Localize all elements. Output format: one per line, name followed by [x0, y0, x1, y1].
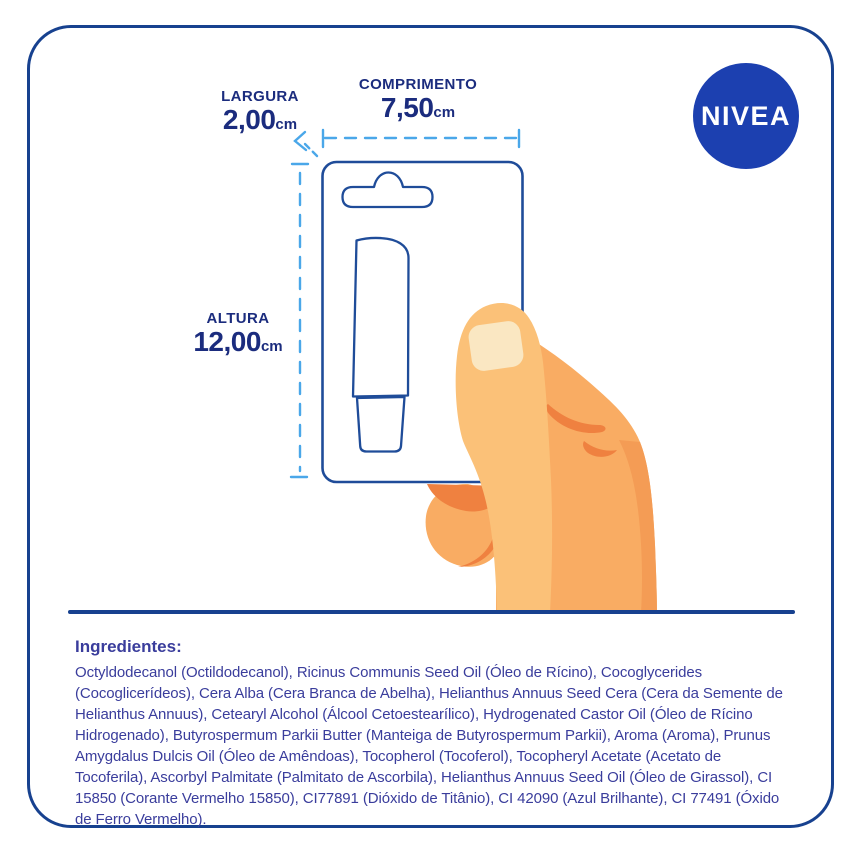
nivea-logo-text: NIVEA — [700, 100, 792, 131]
comprimento-label: COMPRIMENTO — [358, 76, 478, 93]
altura-dimension-line — [291, 164, 308, 477]
comprimento-value: 7,50cm — [380, 92, 456, 123]
lip-balm-tube-cap — [357, 397, 405, 452]
largura-unit: cm — [275, 116, 298, 133]
comprimento-unit: cm — [433, 104, 456, 121]
thumb-nail — [467, 320, 525, 373]
altura-value: 12,00cm — [193, 326, 283, 357]
largura-value: 2,00cm — [222, 104, 298, 135]
comprimento-dimension-line — [323, 130, 519, 147]
divider-line — [68, 610, 795, 614]
altura-unit: cm — [260, 338, 283, 355]
altura-label: ALTURA — [206, 310, 270, 327]
ingredients-heading: Ingredientes: — [75, 637, 182, 656]
largura-dimension-line — [295, 132, 318, 157]
lip-balm-tube — [353, 238, 409, 397]
ingredients-section — [75, 637, 797, 830]
largura-label: LARGURA — [221, 88, 299, 105]
ingredients-text: Octyldodecanol (Octildodecanol), Ricinus Communis Seed Oil (Óleo de Rícino), Cocoglycerides (Cocoglicerídeos), Cera Alba (Cera Branca de Abelha), Helianthus Annuus Seed Cera (Cera da Semente de Helianthus Annuus), Cetearyl Alcohol (Álcool Cetoestearílico), Hydrogenated Castor Oil (Óleo de Rícino Hidrogenado), Butyrospermum Parkii Butter (Manteiga de Butyrospermum Parkii), Aroma (Aroma), Prunus Amygdalus Dulcis Oil (Óleo de Amêndoas), Tocopherol (Tocoferol), Tocopheryl Acetate (Acetato de Tocoferila), Ascorbyl Palmitate (Palmitato de Ascorbila), Helianthus Annuus Seed Oil (Óleo de Girassol), CI 15850 (Corante Vermelho 15850), CI77891 (Dióxido de Titânio), CI 42090 (Azul Brilhante), CI 77491 (Óxido de Ferro Vermelho). — [75, 664, 783, 828]
